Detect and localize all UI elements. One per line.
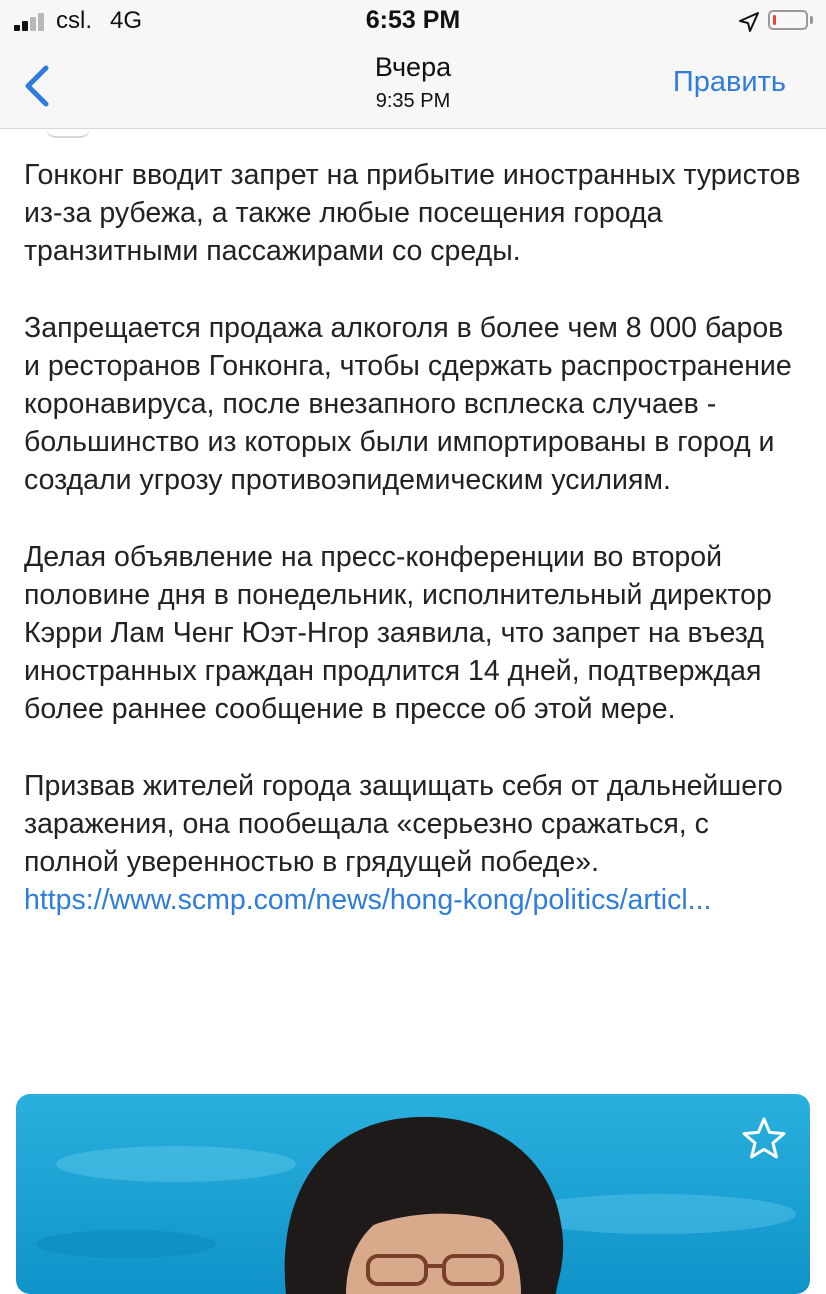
nav-title: Вчера — [374, 52, 452, 82]
battery-cap — [810, 16, 813, 24]
article-paragraph: Делая объявление на пресс-конференции во второй половине дня в понедельник, исполнительный директор Кэрри Лам Ченг Юэт-Нгор заявила, что запрет на въезд иностранных граждан продлится 14 дней, подтверждая более раннее сообщение в прессе об этой мере. — [24, 540, 772, 726]
carrier-name: csl. — [56, 7, 92, 34]
status-bar — [0, 0, 826, 42]
photo-preview[interactable] — [16, 1094, 810, 1294]
nav-subtitle: 9:35 PM — [375, 90, 451, 112]
navigation-bar — [0, 42, 826, 129]
battery-icon — [768, 10, 808, 30]
source-link[interactable]: https://www.scmp.com/news/hong-kong/politics/articl... — [24, 884, 712, 917]
article-paragraph: Призвав жителей города защищать себя от дальнейшего заражения, она пообещала «серьезно сражаться, с полной уверенностью в грядущей победе». — [24, 769, 783, 879]
scroll-edge-divider — [46, 128, 90, 138]
battery-level — [773, 15, 776, 25]
status-time: 6:53 PM — [365, 6, 461, 34]
article-paragraph: Гонконг вводит запрет на прибытие иностранных туристов из-за рубежа, а также любые посещения города транзитными пассажирами со среды. — [24, 159, 801, 268]
message-body — [24, 156, 804, 919]
network-type: 4G — [110, 7, 143, 34]
star-outline-icon[interactable] — [740, 1115, 788, 1163]
article-paragraph: Запрещается продажа алкоголя в более чем 8 000 баров и ресторанов Гонконга, чтобы сдержать распространение коронавируса, после внезапного всплеска случаев - большинство из которых были импортированы в город и создали угрозу противоэпидемическим усилиям. — [24, 311, 792, 497]
edit-button[interactable]: Править — [672, 66, 786, 98]
location-arrow-icon — [738, 11, 760, 33]
